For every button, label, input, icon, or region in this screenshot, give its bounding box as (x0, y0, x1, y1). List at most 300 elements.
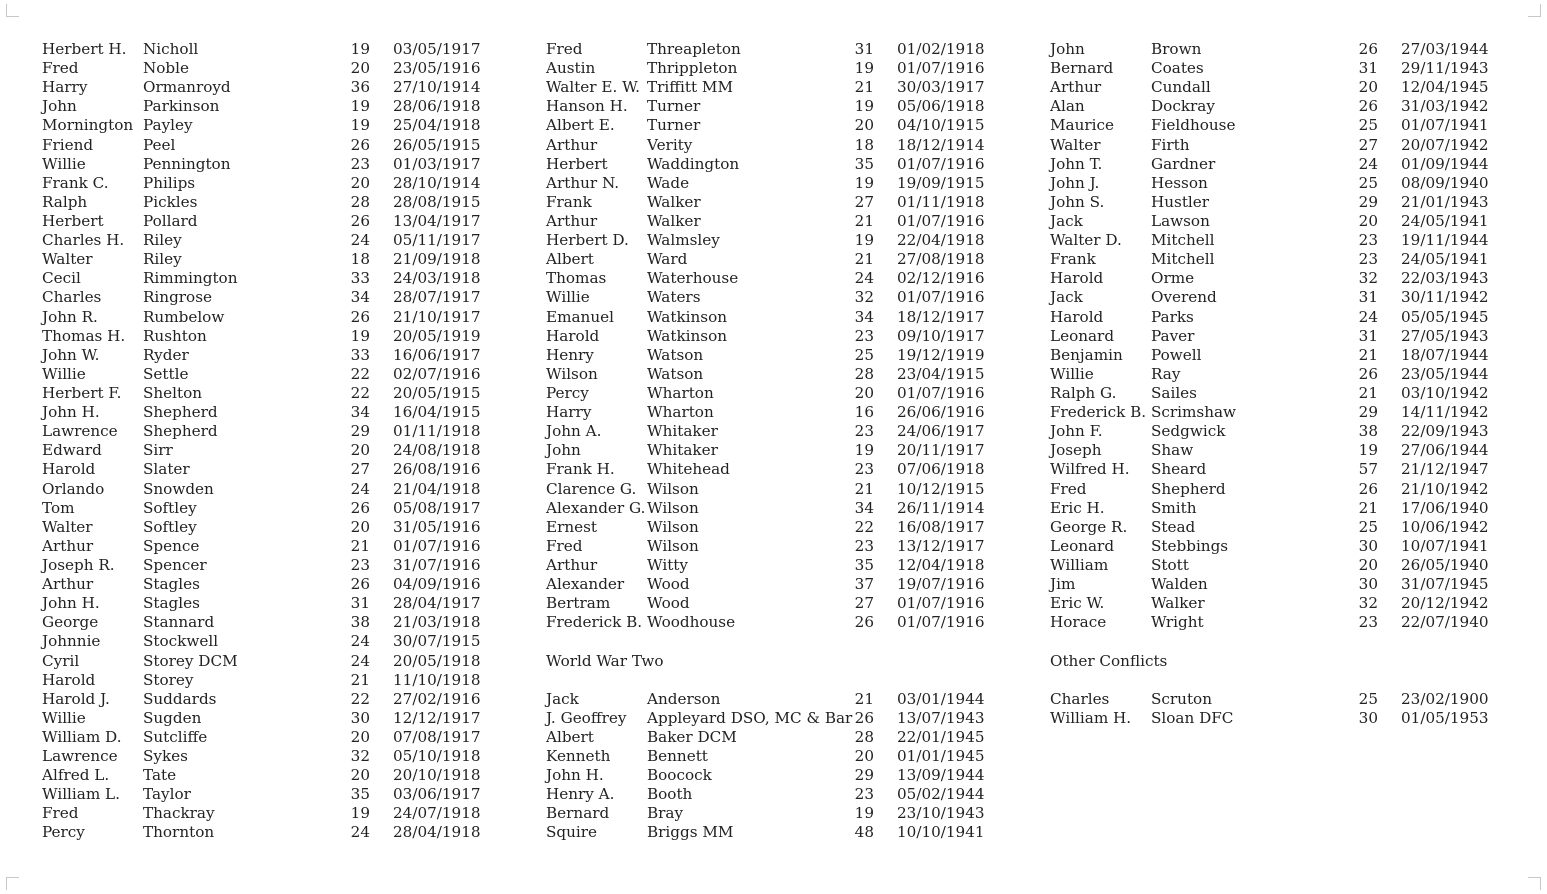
first-name: Willie (1050, 364, 1094, 383)
age: 23 (1358, 231, 1378, 250)
surname: Pickles (143, 192, 198, 211)
surname: Waters (647, 288, 701, 307)
date-of-death: 30/07/1915 (393, 632, 481, 651)
first-name: Arthur (546, 135, 598, 154)
date-of-death: 01/07/1941 (1401, 116, 1489, 135)
age: 24 (1358, 307, 1378, 326)
surname: Cundall (1151, 78, 1211, 97)
name-entry-row (1050, 441, 1500, 460)
age: 29 (854, 766, 874, 785)
name-entry-row (1050, 460, 1500, 479)
surname: Stead (1151, 517, 1196, 536)
surname: Ray (1151, 364, 1181, 383)
surname: Philips (143, 173, 196, 192)
surname: Ormanroyd (143, 78, 231, 97)
age: 23 (854, 326, 874, 345)
name-entry-row (546, 785, 996, 804)
date-of-death: 03/06/1917 (393, 785, 481, 804)
surname: Hustler (1151, 192, 1210, 211)
first-name: Edward (42, 441, 102, 460)
first-name: Alexander G. (546, 498, 646, 517)
date-of-death: 18/07/1944 (1401, 345, 1489, 364)
date-of-death: 23/04/1915 (897, 364, 985, 383)
surname: Softley (143, 498, 197, 517)
first-name: Harold (42, 460, 96, 479)
surname: Brown (1151, 40, 1202, 58)
surname: Booth (647, 785, 693, 804)
surname: Walker (1151, 594, 1205, 613)
name-entry-row (42, 155, 492, 174)
date-of-death: 23/05/1916 (393, 59, 481, 78)
surname: Payley (143, 116, 193, 135)
name-entry-row (42, 632, 492, 651)
first-name: Fred (546, 40, 583, 58)
date-of-death: 13/04/1917 (393, 211, 481, 230)
name-entry-row (546, 613, 996, 632)
first-name: Walter E. W. (546, 78, 640, 97)
age: 25 (1358, 116, 1378, 135)
name-entry-row (546, 97, 996, 116)
name-entry-row (1050, 155, 1500, 174)
first-name: Herbert F. (42, 383, 122, 402)
date-of-death: 12/04/1918 (897, 555, 985, 574)
name-entry-row (546, 193, 996, 212)
date-of-death: 04/09/1916 (393, 575, 481, 594)
age: 33 (350, 345, 370, 364)
first-name: George R. (1050, 517, 1128, 536)
surname: Wade (647, 173, 690, 192)
first-name: Thomas (546, 269, 607, 288)
date-of-death: 31/07/1916 (393, 555, 481, 574)
surname: Thrippleton (647, 59, 738, 78)
name-entry-row (1050, 78, 1500, 97)
age: 20 (1358, 555, 1378, 574)
age: 26 (1358, 40, 1378, 58)
name-entry-row (1050, 365, 1500, 384)
name-entry-row (546, 78, 996, 97)
surname: Pennington (143, 154, 231, 173)
surname: Wilson (647, 479, 699, 498)
surname: Appleyard DSO, MC & Bar (647, 708, 853, 727)
name-entry-row (42, 288, 492, 307)
surname: Boocock (647, 766, 712, 785)
age: 20 (854, 383, 874, 402)
date-of-death: 01/07/1916 (393, 536, 481, 555)
date-of-death: 24/08/1918 (393, 441, 481, 460)
name-entry-row (42, 823, 492, 842)
surname: Turner (647, 116, 701, 135)
name-entry-row (546, 480, 996, 499)
surname: Stagles (143, 594, 200, 613)
surname: Whitaker (647, 422, 718, 441)
surname: Watson (647, 345, 704, 364)
date-of-death: 01/07/1916 (897, 59, 985, 78)
crop-mark-bottom-left (6, 877, 19, 890)
date-of-death: 24/06/1917 (897, 422, 985, 441)
first-name: Lawrence (42, 422, 118, 441)
first-name: Ralph G. (1050, 383, 1117, 402)
name-entry-row (546, 747, 996, 766)
name-entry-row (1050, 422, 1500, 441)
first-name: Clarence G. (546, 479, 637, 498)
name-entry-row (42, 690, 492, 709)
age: 19 (1358, 441, 1378, 460)
surname: Stott (1151, 555, 1189, 574)
date-of-death: 01/02/1918 (897, 40, 985, 58)
age: 35 (854, 154, 874, 173)
age: 21 (854, 689, 874, 708)
first-name: Orlando (42, 479, 105, 498)
surname: Sloan DFC (1151, 708, 1234, 727)
name-entry-row (42, 480, 492, 499)
surname: Paver (1151, 326, 1195, 345)
age: 26 (350, 498, 370, 517)
first-name: Jack (1050, 211, 1083, 230)
name-entry-row (1050, 594, 1500, 613)
first-name: John H. (42, 594, 100, 613)
first-name: Joseph (1050, 441, 1102, 460)
name-entry-row (42, 193, 492, 212)
date-of-death: 21/10/1917 (393, 307, 481, 326)
first-name: Alexander (546, 575, 625, 594)
first-name: Frederick B. (1050, 403, 1147, 422)
date-of-death: 01/07/1916 (897, 383, 985, 402)
first-name: Hanson H. (546, 97, 628, 116)
date-of-death: 10/10/1941 (897, 823, 985, 842)
surname: Storey DCM (143, 651, 238, 670)
date-of-death: 02/12/1916 (897, 269, 985, 288)
surname: Shaw (1151, 441, 1194, 460)
first-name: Albert E. (546, 116, 615, 135)
first-name: Thomas H. (42, 326, 126, 345)
first-name: Willie (42, 154, 86, 173)
age: 20 (350, 59, 370, 78)
first-name: Frank (1050, 250, 1096, 269)
age: 23 (854, 785, 874, 804)
surname: Walker (647, 192, 701, 211)
age: 28 (854, 364, 874, 383)
first-name: Kenneth (546, 747, 611, 766)
first-name: Austin (546, 59, 596, 78)
first-name: Johnnie (42, 632, 101, 651)
name-entry-row (1050, 40, 1500, 59)
surname: Dockray (1151, 97, 1215, 116)
surname: Scruton (1151, 689, 1212, 708)
first-name: Herbert (546, 154, 608, 173)
date-of-death: 21/03/1918 (393, 613, 481, 632)
name-entry-row (1050, 97, 1500, 116)
name-entry-row (42, 212, 492, 231)
date-of-death: 10/07/1941 (1401, 536, 1489, 555)
surname: Whitehead (647, 460, 730, 479)
name-entry-row (546, 499, 996, 518)
name-entry-row (546, 384, 996, 403)
age: 24 (350, 632, 370, 651)
surname: Rushton (143, 326, 207, 345)
first-name: Walter (1050, 135, 1101, 154)
age: 31 (350, 594, 370, 613)
name-entry-row (546, 231, 996, 250)
surname: Wharton (647, 403, 714, 422)
surname: Suddards (143, 689, 217, 708)
age: 19 (350, 804, 370, 823)
age: 23 (350, 154, 370, 173)
age: 32 (1358, 269, 1378, 288)
first-name: Frank C. (42, 173, 109, 192)
section-heading: Other Conflicts (1050, 651, 1168, 670)
name-entry-row (1050, 288, 1500, 307)
name-entry-row (546, 518, 996, 537)
first-name: Jack (546, 689, 579, 708)
name-entry-row (546, 308, 996, 327)
surname: Sugden (143, 708, 202, 727)
first-name: William L. (42, 785, 120, 804)
date-of-death: 24/03/1918 (393, 269, 481, 288)
surname: Woodhouse (647, 613, 736, 632)
surname: Briggs MM (647, 823, 734, 842)
date-of-death: 24/07/1918 (393, 804, 481, 823)
name-entry-row (1050, 250, 1500, 269)
age: 29 (1358, 192, 1378, 211)
name-entry-row (42, 78, 492, 97)
date-of-death: 05/11/1917 (393, 231, 481, 250)
date-of-death: 22/07/1940 (1401, 613, 1489, 632)
surname: Mitchell (1151, 250, 1215, 269)
age: 21 (854, 78, 874, 97)
first-name: Herbert H. (42, 40, 127, 58)
name-entry-row (42, 652, 492, 671)
date-of-death: 01/07/1916 (897, 594, 985, 613)
name-entry-row (42, 327, 492, 346)
age: 31 (1358, 326, 1378, 345)
name-entry-row (1050, 59, 1500, 78)
age: 25 (854, 345, 874, 364)
age: 24 (1358, 154, 1378, 173)
date-of-death: 16/04/1915 (393, 403, 481, 422)
first-name: Harold (42, 670, 96, 689)
name-entry-row (546, 823, 996, 842)
name-entry-row (546, 59, 996, 78)
surname: Fieldhouse (1151, 116, 1236, 135)
age: 32 (854, 288, 874, 307)
name-entry-row (546, 40, 996, 59)
age: 19 (854, 59, 874, 78)
first-name: John A. (546, 422, 602, 441)
date-of-death: 17/06/1940 (1401, 498, 1489, 517)
name-entry-row (42, 441, 492, 460)
first-name: Harold (1050, 307, 1104, 326)
date-of-death: 08/09/1940 (1401, 173, 1489, 192)
first-name: Wilson (546, 364, 598, 383)
date-of-death: 21/04/1918 (393, 479, 481, 498)
surname: Sedgwick (1151, 422, 1226, 441)
age: 18 (854, 135, 874, 154)
first-name: John J. (1050, 173, 1100, 192)
surname: Lawson (1151, 211, 1210, 230)
name-entry-row (42, 785, 492, 804)
surname: Triffitt MM (647, 78, 734, 97)
name-entry-row (546, 288, 996, 307)
name-entry-row (42, 499, 492, 518)
age: 26 (350, 307, 370, 326)
date-of-death: 26/08/1916 (393, 460, 481, 479)
name-entry-row (546, 365, 996, 384)
date-of-death: 22/04/1918 (897, 231, 985, 250)
first-name: John (1050, 40, 1085, 58)
date-of-death: 03/01/1944 (897, 689, 985, 708)
name-entry-row (1050, 346, 1500, 365)
first-name: Alan (1050, 97, 1085, 116)
date-of-death: 01/07/1916 (897, 613, 985, 632)
surname: Parks (1151, 307, 1194, 326)
date-of-death: 20/11/1917 (897, 441, 985, 460)
date-of-death: 24/05/1941 (1401, 211, 1489, 230)
surname: Threapleton (647, 40, 741, 58)
age: 32 (350, 747, 370, 766)
date-of-death: 27/02/1916 (393, 689, 481, 708)
surname: Sutcliffe (143, 727, 208, 746)
first-name: Bertram (546, 594, 611, 613)
surname: Anderson (647, 689, 721, 708)
date-of-death: 28/04/1918 (393, 823, 481, 842)
age: 19 (350, 40, 370, 58)
date-of-death: 23/05/1944 (1401, 364, 1489, 383)
age: 24 (854, 269, 874, 288)
date-of-death: 27/05/1943 (1401, 326, 1489, 345)
first-name: Fred (42, 804, 79, 823)
name-column-2 (546, 40, 996, 843)
age: 21 (350, 670, 370, 689)
date-of-death: 28/08/1915 (393, 192, 481, 211)
first-name: Horace (1050, 613, 1107, 632)
first-name: Eric W. (1050, 594, 1105, 613)
date-of-death: 22/03/1943 (1401, 269, 1489, 288)
date-of-death: 05/08/1917 (393, 498, 481, 517)
name-entry-row (546, 116, 996, 135)
age: 34 (350, 288, 370, 307)
age: 37 (854, 575, 874, 594)
date-of-death: 19/12/1919 (897, 345, 985, 364)
name-entry-row (1050, 327, 1500, 346)
surname: Shelton (143, 383, 203, 402)
surname: Wood (647, 575, 690, 594)
date-of-death: 13/09/1944 (897, 766, 985, 785)
age: 30 (1358, 536, 1378, 555)
name-entry-row (546, 690, 996, 709)
first-name: Harry (42, 78, 88, 97)
name-entry-row (42, 346, 492, 365)
name-entry-row (42, 97, 492, 116)
age: 26 (854, 613, 874, 632)
name-entry-row (42, 269, 492, 288)
first-name: Leonard (1050, 326, 1115, 345)
date-of-death: 22/01/1945 (897, 727, 985, 746)
first-name: Arthur N. (546, 173, 620, 192)
date-of-death: 23/02/1900 (1401, 689, 1489, 708)
surname: Sirr (143, 441, 173, 460)
date-of-death: 26/11/1914 (897, 498, 985, 517)
first-name: Tom (42, 498, 75, 517)
first-name: Charles (1050, 689, 1110, 708)
first-name: Maurice (1050, 116, 1114, 135)
surname: Walker (647, 211, 701, 230)
date-of-death: 10/06/1942 (1401, 517, 1489, 536)
name-entry-row (546, 441, 996, 460)
first-name: John H. (42, 403, 100, 422)
age: 19 (854, 441, 874, 460)
date-of-death: 14/11/1942 (1401, 403, 1489, 422)
name-entry-row (42, 174, 492, 193)
date-of-death: 29/11/1943 (1401, 59, 1489, 78)
surname: Wilson (647, 498, 699, 517)
age: 20 (1358, 211, 1378, 230)
surname: Sailes (1151, 383, 1197, 402)
name-entry-row (546, 556, 996, 575)
name-entry-row (42, 537, 492, 556)
first-name: Albert (546, 250, 594, 269)
first-name: Willie (42, 708, 86, 727)
surname: Witty (647, 555, 688, 574)
age: 21 (854, 211, 874, 230)
surname: Smith (1151, 498, 1197, 517)
date-of-death: 01/11/1918 (897, 192, 985, 211)
first-name: Ralph (42, 192, 88, 211)
first-name: Benjamin (1050, 345, 1123, 364)
date-of-death: 18/12/1917 (897, 307, 985, 326)
date-of-death: 20/10/1918 (393, 766, 481, 785)
date-of-death: 11/10/1918 (393, 670, 481, 689)
age: 19 (350, 326, 370, 345)
date-of-death: 27/03/1944 (1401, 40, 1489, 58)
surname: Waddington (647, 154, 740, 173)
age: 20 (854, 747, 874, 766)
name-entry-row (1050, 480, 1500, 499)
name-entry-row (42, 556, 492, 575)
first-name: Jack (1050, 288, 1083, 307)
age: 30 (1358, 575, 1378, 594)
age: 25 (1358, 517, 1378, 536)
surname: Waterhouse (647, 269, 739, 288)
name-entry-row (1050, 499, 1500, 518)
age: 22 (854, 517, 874, 536)
age: 31 (854, 40, 874, 58)
age: 35 (854, 555, 874, 574)
name-entry-row (1050, 709, 1500, 728)
date-of-death: 18/12/1914 (897, 135, 985, 154)
surname: Peel (143, 135, 176, 154)
age: 24 (350, 231, 370, 250)
surname: Snowden (143, 479, 214, 498)
age: 21 (350, 536, 370, 555)
name-entry-row (546, 250, 996, 269)
date-of-death: 23/10/1943 (897, 804, 985, 823)
first-name: Arthur (546, 555, 598, 574)
date-of-death: 31/05/1916 (393, 517, 481, 536)
age: 25 (1358, 689, 1378, 708)
date-of-death: 28/04/1917 (393, 594, 481, 613)
surname: Watkinson (647, 307, 728, 326)
date-of-death: 28/06/1918 (393, 97, 481, 116)
surname: Bennett (647, 747, 708, 766)
age: 26 (350, 211, 370, 230)
name-entry-row (1050, 556, 1500, 575)
first-name: Charles (42, 288, 102, 307)
age: 22 (350, 364, 370, 383)
date-of-death: 21/12/1947 (1401, 460, 1489, 479)
age: 34 (854, 307, 874, 326)
name-entry-row (42, 231, 492, 250)
section-gap (546, 671, 996, 690)
